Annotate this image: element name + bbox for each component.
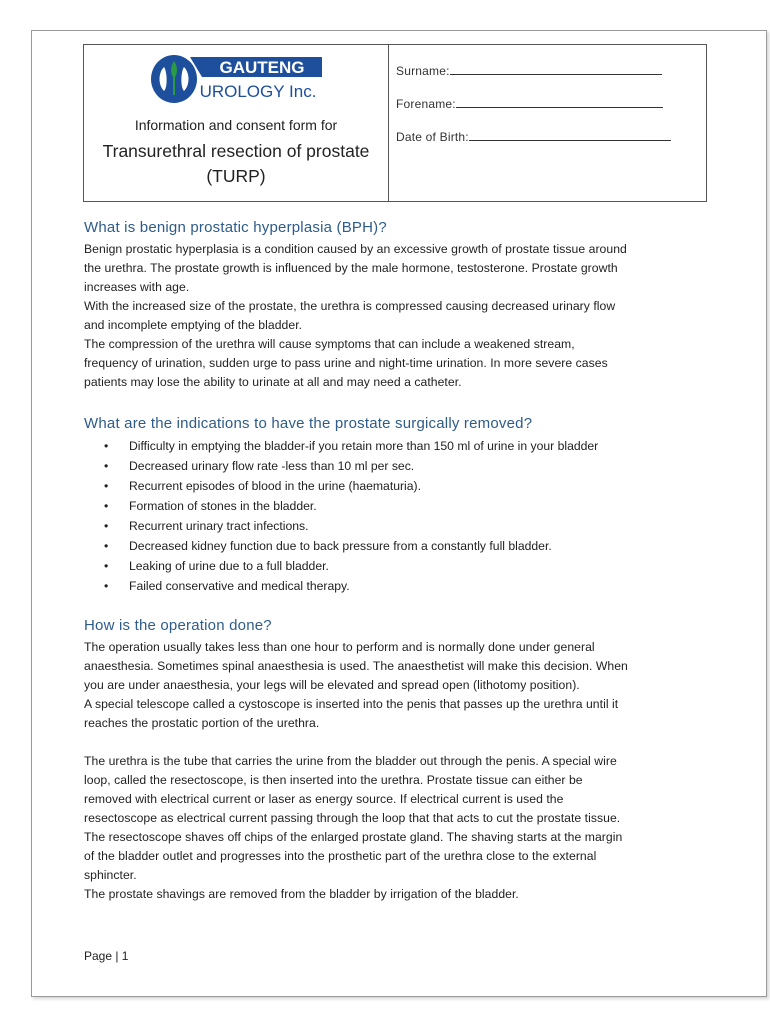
- dob-field[interactable]: [396, 129, 671, 144]
- bph-line: the urethra. The prostate growth is influenced by the male hormone, testosterone. Prostate growth: [84, 261, 618, 275]
- list-item: [84, 436, 598, 456]
- dob-line[interactable]: [469, 129, 671, 141]
- bullet-icon: •: [104, 479, 109, 493]
- bullet-icon: •: [104, 579, 109, 593]
- list-item: [84, 456, 598, 476]
- bph-line: frequency of urination, sudden urge to pass urine and night-time urination. In more severe cases: [84, 356, 608, 370]
- operation-line: The prostate shavings are removed from the bladder by irrigation of the bladder.: [84, 887, 519, 901]
- bph-line: increases with age.: [84, 280, 190, 294]
- dob-label: Date of Birth:: [396, 130, 469, 144]
- forename-line[interactable]: [456, 96, 663, 108]
- bph-line: The compression of the urethra will cause symptoms that can include a weakened stream,: [84, 337, 575, 351]
- patient-details-cell: [389, 45, 706, 201]
- indications-heading: What are the indications to have the prostate surgically removed?: [84, 415, 533, 432]
- list-item: [84, 576, 598, 596]
- bullet-icon: •: [104, 539, 109, 553]
- operation-line: A special telescope called a cystoscope is inserted into the penis that passes up the urethra until it: [84, 697, 619, 711]
- bph-heading: What is benign prostatic hyperplasia (BPH)?: [84, 219, 387, 236]
- list-item: [84, 536, 598, 556]
- bph-paragraph: [84, 240, 714, 392]
- bph-line: With the increased size of the prostate, the urethra is compressed causing decreased urinary flow: [84, 299, 616, 313]
- operation-paragraph-1: [84, 638, 714, 733]
- bph-line: and incomplete emptying of the bladder.: [84, 318, 303, 332]
- operation-line: The operation usually takes less than one hour to perform and is normally done under general: [84, 640, 595, 654]
- list-item-text: Recurrent urinary tract infections.: [129, 519, 309, 533]
- surname-label: Surname:: [396, 64, 450, 78]
- bullet-icon: •: [104, 519, 109, 533]
- list-item-text: Failed conservative and medical therapy.: [129, 579, 350, 593]
- form-title-line1: Transurethral resection of prostate: [102, 141, 370, 161]
- operation-paragraph-2: [84, 752, 714, 904]
- operation-line: The resectoscope shaves off chips of the enlarged prostate gland. The shaving starts at the margin: [84, 830, 623, 844]
- document-page: [31, 30, 767, 997]
- surname-line[interactable]: [450, 63, 662, 75]
- gauteng-urology-logo: [150, 53, 322, 105]
- operation-line: sphincter.: [84, 868, 137, 882]
- bullet-icon: •: [104, 559, 109, 573]
- logo-line2: UROLOGY Inc.: [199, 82, 317, 101]
- form-subtitle: Information and consent form for: [134, 117, 338, 133]
- operation-heading: How is the operation done?: [84, 617, 272, 634]
- list-item-text: Decreased urinary flow rate -less than 10 ml per sec.: [129, 459, 415, 473]
- list-item-text: Decreased kidney function due to back pressure from a constantly full bladder.: [129, 539, 552, 553]
- operation-line: resectoscope as electrical current passing through the loop that that acts to cut the prostate tissue.: [84, 811, 621, 825]
- operation-line: The urethra is the tube that carries the urine from the bladder out through the penis. A special wire: [84, 754, 617, 768]
- bullet-icon: •: [104, 459, 109, 473]
- logo-line1: GAUTENG: [219, 58, 305, 77]
- form-title-line2: (TURP): [206, 166, 266, 186]
- header-table: [83, 44, 707, 202]
- list-item-text: Formation of stones in the bladder.: [129, 499, 317, 513]
- operation-line: you are under anaesthesia, your legs will be elevated and spread open (lithotomy position).: [84, 678, 580, 692]
- list-item: [84, 476, 598, 496]
- list-item-text: Leaking of urine due to a full bladder.: [129, 559, 329, 573]
- form-title: [84, 139, 388, 189]
- operation-line: removed with electrical current or laser as energy source. If electrical current is used the: [84, 792, 564, 806]
- operation-line: reaches the prostatic portion of the urethra.: [84, 716, 320, 730]
- bph-line: Benign prostatic hyperplasia is a condition caused by an excessive growth of prostate tissue around: [84, 242, 627, 256]
- indications-list: [84, 436, 598, 596]
- bullet-icon: •: [104, 439, 109, 453]
- list-item-text: Difficulty in emptying the bladder-if you retain more than 150 ml of urine in your bladder: [129, 439, 599, 453]
- operation-line: loop, called the resectoscope, is then inserted into the urethra. Prostate tissue can either be: [84, 773, 583, 787]
- operation-line: of the bladder outlet and progresses into the prosthetic part of the urethra close to the external: [84, 849, 597, 863]
- forename-label: Forename:: [396, 97, 456, 111]
- list-item: [84, 496, 598, 516]
- page-number: Page | 1: [84, 949, 129, 963]
- bph-line: patients may lose the ability to urinate at all and may need a catheter.: [84, 375, 462, 389]
- operation-line: anaesthesia. Sometimes spinal anaesthesia is used. The anaesthetist will make this decision. When: [84, 659, 628, 673]
- surname-field[interactable]: [396, 63, 662, 78]
- header-title-cell: [84, 45, 389, 201]
- bullet-icon: •: [104, 499, 109, 513]
- list-item-text: Recurrent episodes of blood in the urine (haematuria).: [129, 479, 421, 493]
- forename-field[interactable]: [396, 96, 663, 111]
- list-item: [84, 516, 598, 536]
- list-item: [84, 556, 598, 576]
